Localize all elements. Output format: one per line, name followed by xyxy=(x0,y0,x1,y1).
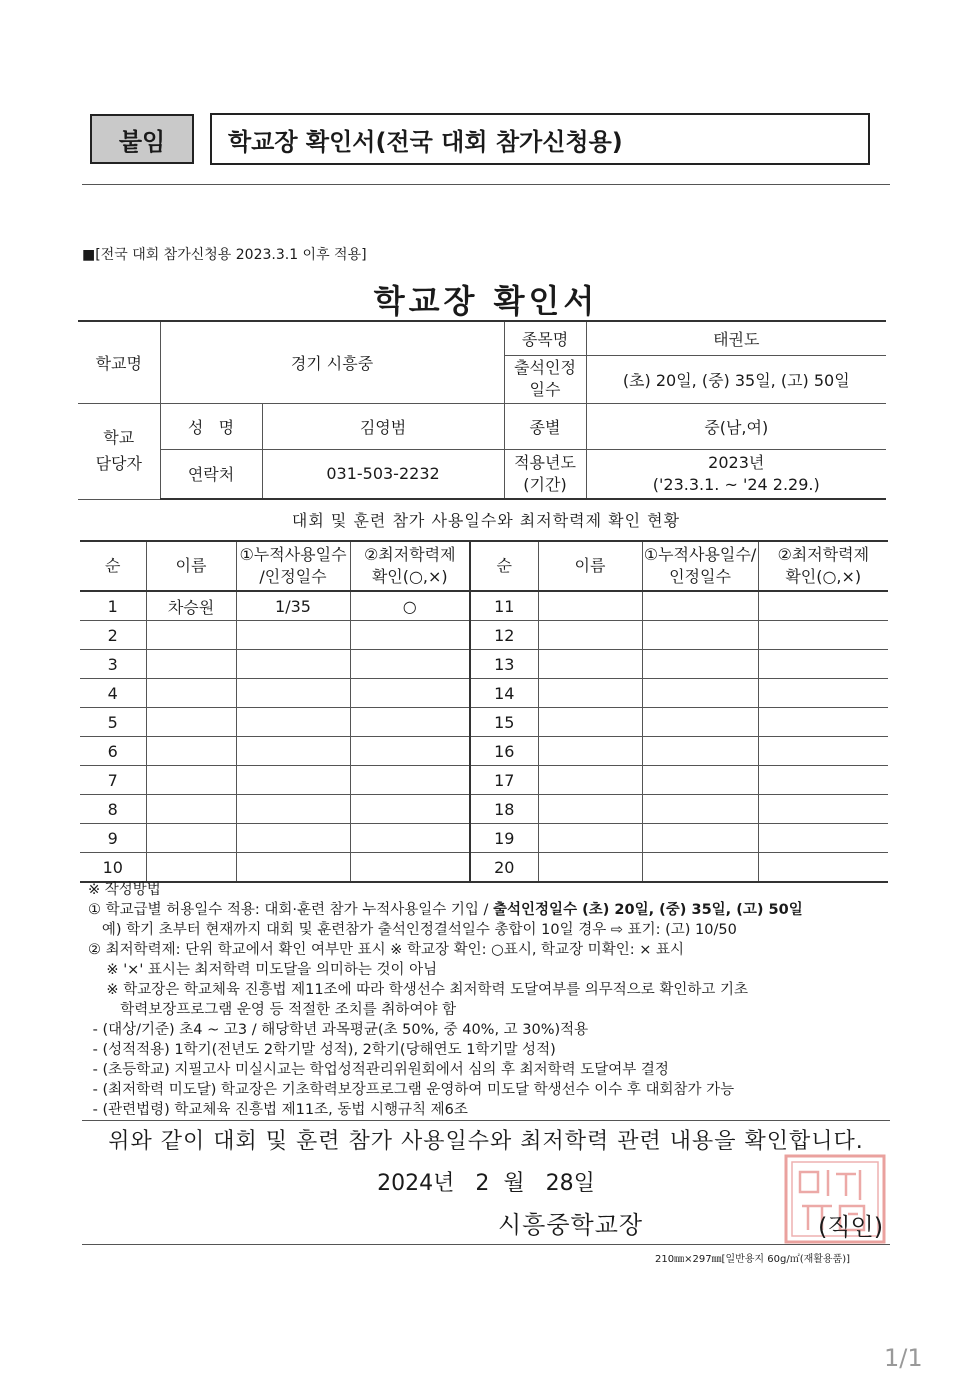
row-number: 10 xyxy=(80,853,146,883)
header-min-academic: ②최저학력제 확인(○,×) xyxy=(350,541,470,591)
confirm-divider xyxy=(82,1120,890,1121)
row-name xyxy=(146,766,236,795)
contact-label: 연락처 xyxy=(160,449,262,499)
row-days xyxy=(236,766,350,795)
sport-label: 종목명 xyxy=(504,321,586,355)
manager-name-value: 김영범 xyxy=(262,403,504,449)
signer-title: 시흥중학교장 xyxy=(498,1211,644,1239)
instruction-line: - (대상/기준) 초4 ~ 고3 / 해당학년 과목평균(초 50%, 중 40%, 고 30%)적용 xyxy=(88,1022,589,1038)
section-title: 대회 및 훈련 참가 사용일수와 최저학력제 확인 현황 xyxy=(291,511,681,530)
row-name-right xyxy=(538,708,642,737)
row-days xyxy=(236,795,350,824)
header-days-right: ①누적사용일수/ 인정일수 xyxy=(642,541,758,591)
row-name-right xyxy=(538,795,642,824)
attendance-days-emphasis: 출석인정일수 (초) 20일, (중) 35일, (고) 50일 xyxy=(493,902,803,918)
row-name-right xyxy=(538,824,642,853)
row-min-academic-right xyxy=(758,737,888,766)
applicable-year-label: 적용년도 (기간) xyxy=(504,449,586,499)
table-row xyxy=(80,795,888,824)
instruction-line: - (관련법령) 학교체육 진흥법 제11조, 동법 시행규칙 제6조 xyxy=(88,1102,468,1118)
row-name-right xyxy=(538,591,642,621)
manager-name-label: 성 명 xyxy=(160,403,262,449)
header-name: 이름 xyxy=(146,541,236,591)
row-number-right: 12 xyxy=(470,621,538,650)
row-min-academic xyxy=(350,737,470,766)
instruction-line: - (초등학교) 지필고사 미실시교는 학업성적관리위원회에서 심의 후 최저학력 도달여부 결정 xyxy=(88,1062,669,1078)
row-name-right xyxy=(538,621,642,650)
sport-value: 태권도 xyxy=(586,321,886,355)
row-number-right: 16 xyxy=(470,737,538,766)
attachment-badge: 붙임 xyxy=(90,114,194,164)
school-name-label: 학교명 xyxy=(78,321,160,403)
row-name xyxy=(146,679,236,708)
confirmation-date: 2024년 2 월 28일 xyxy=(377,1171,595,1196)
row-number: 1 xyxy=(80,591,146,621)
table-row xyxy=(80,621,888,650)
instruction-line: ※ 학교장은 학교체육 진흥법 제11조에 따라 학생선수 최저학력 도달여부를 의무적으로 확인하고 기초 xyxy=(88,982,749,998)
instruction-line: ② 최저학력제: 단위 학교에서 확인 여부만 표시 ※ 학교장 확인: ○표시, 학교장 미확인: × 표시 xyxy=(88,942,684,958)
table-row xyxy=(80,737,888,766)
row-number-right: 14 xyxy=(470,679,538,708)
row-min-academic-right xyxy=(758,650,888,679)
header-no-right: 순 xyxy=(470,541,538,591)
row-name: 차승원 xyxy=(146,591,236,621)
table-row xyxy=(80,824,888,853)
gender-value: 중(남,여) xyxy=(586,403,886,449)
row-number: 9 xyxy=(80,824,146,853)
row-days-right xyxy=(642,737,758,766)
row-days xyxy=(236,650,350,679)
footer-divider xyxy=(82,1244,890,1245)
row-min-academic-right xyxy=(758,591,888,621)
instructions xyxy=(88,880,888,1120)
row-number: 8 xyxy=(80,795,146,824)
row-min-academic-right xyxy=(758,766,888,795)
row-number-right: 11 xyxy=(470,591,538,621)
row-days-right xyxy=(642,708,758,737)
applicable-period-value: ('23.3.1. ~ '24 2.29.) xyxy=(652,474,820,494)
row-days xyxy=(236,621,350,650)
instruction-line: 예) 학기 초부터 현재까지 대회 및 훈련참가 출석인정결석일수 총합이 10일 경우 ⇨ 표기: (고) 10/50 xyxy=(88,922,737,938)
row-min-academic-right xyxy=(758,824,888,853)
instruction-line xyxy=(88,900,888,920)
instruction-text: ① 학교급별 허용일수 적용: 대회·훈련 참가 누적사용일수 기입 / xyxy=(88,902,494,918)
row-min-academic-right xyxy=(758,853,888,883)
row-name xyxy=(146,621,236,650)
status-table-header xyxy=(80,541,888,591)
row-min-academic xyxy=(350,795,470,824)
attendance-days-label: 출석인정 일수 xyxy=(504,355,586,403)
main-title: 학교장 확인서 xyxy=(373,282,599,320)
table-row xyxy=(80,853,888,883)
row-days xyxy=(236,824,350,853)
attendance-days-value: (초) 20일, (중) 35일, (고) 50일 xyxy=(586,355,886,403)
row-number: 6 xyxy=(80,737,146,766)
row-days xyxy=(236,853,350,883)
row-min-academic xyxy=(350,853,470,883)
row-days xyxy=(236,737,350,766)
row-number-right: 17 xyxy=(470,766,538,795)
row-min-academic xyxy=(350,708,470,737)
table-row xyxy=(80,650,888,679)
instruction-line: ※ '×' 표시는 최저학력 미도달을 의미하는 것이 아님 xyxy=(88,962,438,978)
row-days-right xyxy=(642,679,758,708)
school-info-table xyxy=(78,320,886,500)
gender-label: 종별 xyxy=(504,403,586,449)
row-min-academic: ○ xyxy=(350,591,470,621)
row-min-academic-right xyxy=(758,621,888,650)
row-days-right xyxy=(642,766,758,795)
row-name-right xyxy=(538,737,642,766)
row-number: 2 xyxy=(80,621,146,650)
row-min-academic-right xyxy=(758,708,888,737)
table-row xyxy=(80,591,888,621)
header-min-academic-right: ②최저학력제 확인(○,×) xyxy=(758,541,888,591)
row-days-right xyxy=(642,853,758,883)
table-row xyxy=(80,708,888,737)
row-name xyxy=(146,795,236,824)
row-number: 7 xyxy=(80,766,146,795)
row-days-right xyxy=(642,650,758,679)
row-days: 1/35 xyxy=(236,591,350,621)
table-row xyxy=(80,679,888,708)
instruction-line: - (성적적용) 1학기(전년도 2학기말 성적), 2학기(당해연도 1학기말 성적) xyxy=(88,1042,556,1058)
row-name xyxy=(146,853,236,883)
row-min-academic-right xyxy=(758,679,888,708)
row-number-right: 20 xyxy=(470,853,538,883)
seal-label: (직인) xyxy=(818,1213,884,1241)
row-min-academic xyxy=(350,679,470,708)
header-days: ①누적사용일수 /인정일수 xyxy=(236,541,350,591)
row-min-academic xyxy=(350,824,470,853)
row-days-right xyxy=(642,824,758,853)
header-divider xyxy=(82,184,890,185)
applicability-note: ■[전국 대회 참가신청용 2023.3.1 이후 적용] xyxy=(82,247,367,263)
contact-value: 031-503-2232 xyxy=(262,449,504,499)
row-min-academic-right xyxy=(758,795,888,824)
row-min-academic xyxy=(350,650,470,679)
row-number-right: 13 xyxy=(470,650,538,679)
row-number-right: 19 xyxy=(470,824,538,853)
manager-label: 학교 담당자 xyxy=(78,403,160,499)
row-name xyxy=(146,824,236,853)
document-title: 학교장 확인서(전국 대회 참가신청용) xyxy=(228,127,623,156)
row-name xyxy=(146,708,236,737)
row-number-right: 15 xyxy=(470,708,538,737)
row-days xyxy=(236,679,350,708)
instruction-line: - (최저학력 미도달) 학교장은 기초학력보장프로그램 운영하여 미도달 학생선수 이수 후 대회참가 가능 xyxy=(88,1082,735,1098)
instructions-title: ※ 작성방법 xyxy=(88,882,161,898)
row-days xyxy=(236,708,350,737)
document-title-box xyxy=(210,113,870,165)
school-name-value: 경기 시흥중 xyxy=(160,321,504,403)
row-min-academic xyxy=(350,621,470,650)
status-table xyxy=(80,540,888,883)
confirmation-statement: 위와 같이 대회 및 훈련 참가 사용일수와 최저학력 관련 내용을 확인합니다. xyxy=(108,1129,864,1154)
row-name-right xyxy=(538,853,642,883)
applicable-year-cell xyxy=(586,449,886,499)
paper-spec: 210㎜×297㎜[일반용지 60g/㎡(재활용품)] xyxy=(655,1254,851,1265)
row-days-right xyxy=(642,795,758,824)
row-number: 4 xyxy=(80,679,146,708)
header-name-right: 이름 xyxy=(538,541,642,591)
row-number: 5 xyxy=(80,708,146,737)
row-name-right xyxy=(538,650,642,679)
row-name xyxy=(146,650,236,679)
row-name-right xyxy=(538,679,642,708)
row-number-right: 18 xyxy=(470,795,538,824)
row-days-right xyxy=(642,591,758,621)
table-row xyxy=(80,766,888,795)
page-number: 1/1 xyxy=(884,1344,923,1372)
row-name-right xyxy=(538,766,642,795)
header-no: 순 xyxy=(80,541,146,591)
row-min-academic xyxy=(350,766,470,795)
row-number: 3 xyxy=(80,650,146,679)
applicable-year-value: 2023년 xyxy=(708,452,765,472)
row-name xyxy=(146,737,236,766)
row-days-right xyxy=(642,621,758,650)
instruction-line: 학력보장프로그램 운영 등 적절한 조치를 취하여야 함 xyxy=(88,1002,457,1018)
